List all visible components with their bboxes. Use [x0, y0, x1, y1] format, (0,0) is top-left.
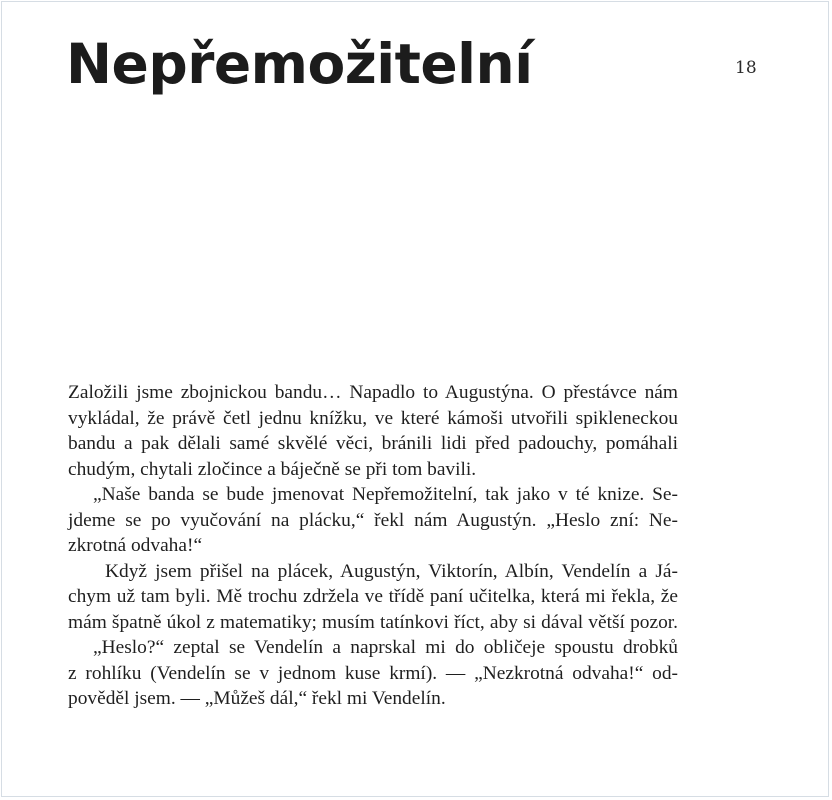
- text-line: Když jsem přišel na plácek, Augustýn, Viktorín, Albín, Vendelín a Já-: [105, 560, 678, 582]
- page-number: 18: [735, 58, 757, 78]
- text-line: z rohlíku (Vendelín se v jednom kuse krmí). — „Nezkrotná odvaha!“ od-: [68, 662, 678, 684]
- text-line: zkrotná odvaha!“: [68, 535, 203, 556]
- book-page: [1, 1, 829, 797]
- text-line: mám špatně úkol z matematiky; musím tatínkovi říct, aby si dával větší pozor.: [68, 611, 678, 633]
- text-line: jdeme se po vyučování na plácku,“ řekl nám Augustýn. „Heslo zní: Ne-: [68, 509, 678, 531]
- text-line: chym už tam byli. Mě trochu zdržela ve třídě paní učitelka, která mi řekla, že: [68, 586, 678, 607]
- chapter-title: Nepřemožitelní: [66, 32, 533, 96]
- text-line: bandu a pak dělali samé skvělé věci, bránili lidi před padouchy, pomáhali: [68, 433, 678, 454]
- text-line: Založili jsme zbojnickou bandu… Napadlo to Augustýna. O přestávce nám: [68, 382, 678, 403]
- text-line: chudým, chytali zločince a báječně se při tom bavili.: [68, 458, 477, 480]
- text-line: vykládal, že právě četl jednu knížku, ve které kámoši utvořili spikleneckou: [68, 407, 678, 429]
- text-line: „Heslo?“ zeptal se Vendelín a naprskal mi do obličeje spoustu drobků: [93, 637, 678, 658]
- text-line: „Naše banda se bude jmenovat Nepřemožitelní, tak jako v té knize. Se-: [93, 484, 678, 505]
- chapter-body-text: [68, 380, 678, 712]
- text-line: pověděl jsem. — „Můžeš dál,“ řekl mi Vendelín.: [68, 688, 446, 709]
